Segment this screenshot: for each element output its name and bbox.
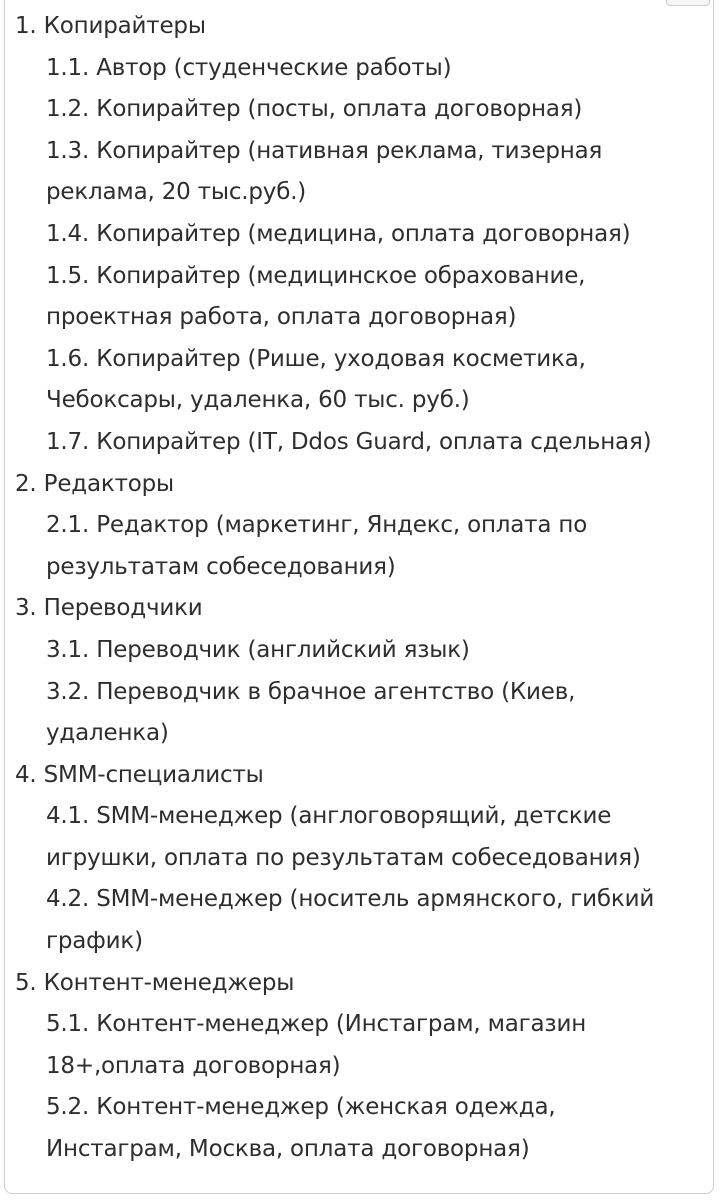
category-heading: 3. Переводчики (15, 595, 203, 622)
category-heading: 1. Копирайтеры (15, 13, 206, 39)
vacancy-item: 1.5. Копирайтер (медицинское обрахование, (46, 262, 586, 289)
vacancy-item: 2.1. Редактор (маркетинг, Яндекс, оплата по (46, 512, 588, 539)
vacancy-item: 1.6. Копирайтер (Рише, уходовая косметика, (46, 345, 586, 372)
vacancy-list (15, 6, 705, 1171)
vacancy-item: 1.3. Копирайтер (нативная реклама, тизерная (46, 137, 603, 164)
vacancy-item-continuation: 18+,оплата договорная) (46, 1052, 341, 1079)
vacancy-item: 1.7. Копирайтер (IT, Ddos Guard, оплата сдельная) (46, 428, 652, 455)
vacancy-item: 3.1. Переводчик (английский язык) (46, 636, 470, 663)
vacancy-item-continuation: результатам собеседования) (46, 553, 396, 580)
category-heading: 2. Редакторы (15, 470, 174, 497)
vacancy-item: 1.2. Копирайтер (посты, оплата договорная) (46, 96, 583, 123)
vacancy-item: 1.1. Автор (студенческие работы) (46, 54, 452, 81)
vacancy-item-continuation: Инстаграм, Москва, оплата договорная) (46, 1136, 530, 1163)
vacancy-item: 4.2. SMM-менеджер (носитель армянского, гибкий (46, 886, 655, 913)
vacancy-item-continuation: график) (46, 928, 143, 955)
vacancy-item: 1.4. Копирайтер (медицина, оплата договорная) (46, 220, 631, 247)
vacancy-item-continuation: реклама, 20 тыс.руб.) (46, 179, 307, 206)
category-heading: 5. Контент-менеджеры (15, 969, 295, 996)
vacancy-item-continuation: проектная работа, оплата договорная) (46, 304, 517, 331)
vacancy-item: 3.2. Переводчик в брачное агентство (Киев, (46, 678, 576, 705)
vacancy-item-continuation: удаленка) (46, 720, 169, 747)
vacancy-item: 4.1. SMM-менеджер (англоговорящий, детские (46, 803, 612, 830)
category-heading: 4. SMM-специалисты (15, 761, 264, 788)
vacancy-item-continuation: Чебоксары, удаленка, 60 тыс. руб.) (46, 387, 470, 414)
vacancy-item: 5.2. Контент-менеджер (женская одежда, (46, 1094, 556, 1121)
vacancy-item: 5.1. Контент-менеджер (Инстаграм, магазин (46, 1011, 587, 1038)
vacancy-item-continuation: игрушки, оплата по результатам собеседования) (46, 844, 641, 871)
